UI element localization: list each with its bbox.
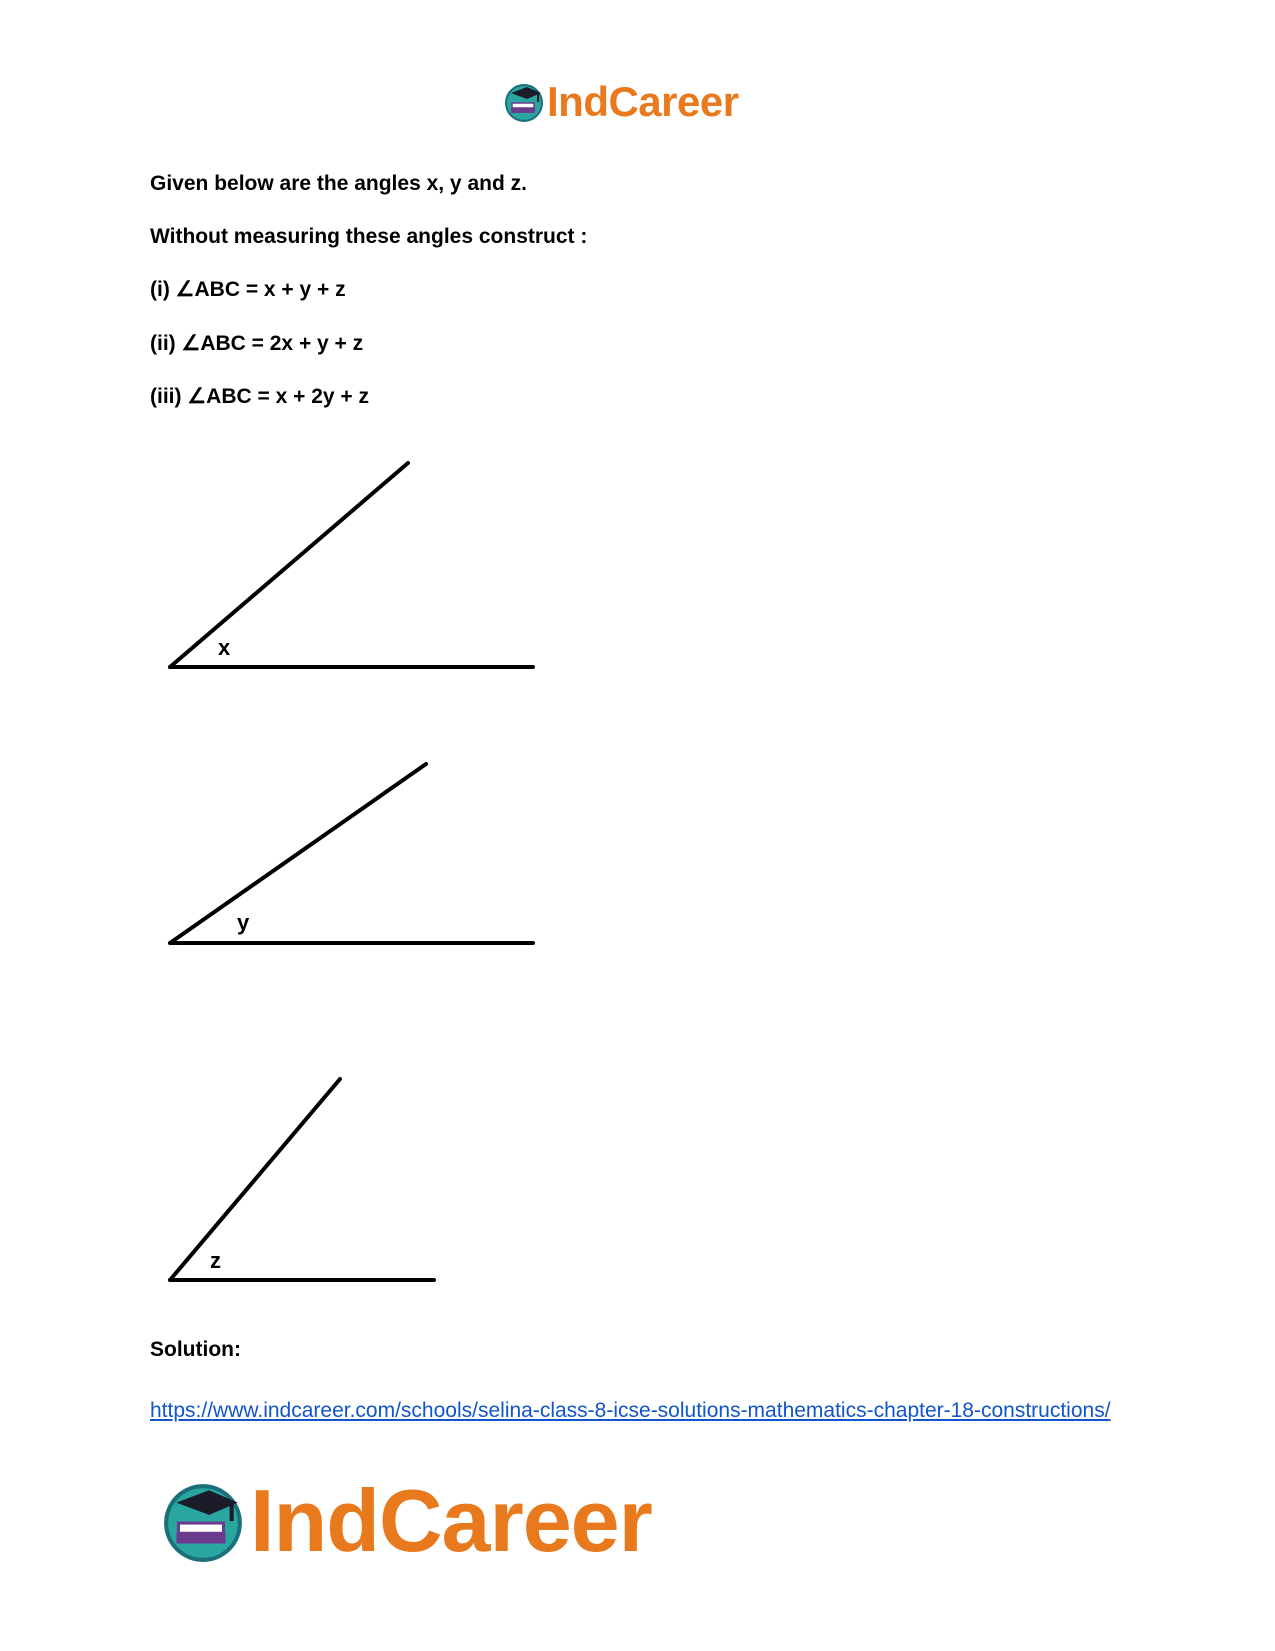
angle-y-label: y (237, 910, 250, 935)
brand-name-large: IndCareer (250, 1471, 652, 1570)
brand-logo-top (503, 78, 739, 126)
question-item-iii: (iii) ∠ABC = x + 2y + z (150, 385, 369, 408)
graduation-book-globe-icon (160, 1478, 246, 1564)
angle-x-label: x (218, 635, 231, 660)
question-item-i: (i) ∠ABC = x + y + z (150, 278, 346, 301)
brand-name: IndCareer (547, 78, 739, 125)
graduation-book-globe-icon (503, 81, 545, 123)
question-item-ii: (ii) ∠ABC = 2x + y + z (150, 332, 364, 355)
angle-z-diagram (150, 1070, 450, 1290)
solution-link[interactable]: https://www.indcareer.com/schools/selina-class-8-icse-solutions-mathematics-chapter-18-constructions/ (150, 1399, 1111, 1422)
question-intro: Given below are the angles x, y and z. (150, 172, 527, 195)
brand-logo-bottom (160, 1470, 652, 1572)
solution-heading: Solution: (150, 1338, 241, 1361)
question-instruction: Without measuring these angles construct : (150, 225, 588, 248)
angle-z-label: z (210, 1248, 221, 1273)
angle-y-diagram (150, 755, 550, 955)
angle-x-diagram (150, 455, 550, 685)
